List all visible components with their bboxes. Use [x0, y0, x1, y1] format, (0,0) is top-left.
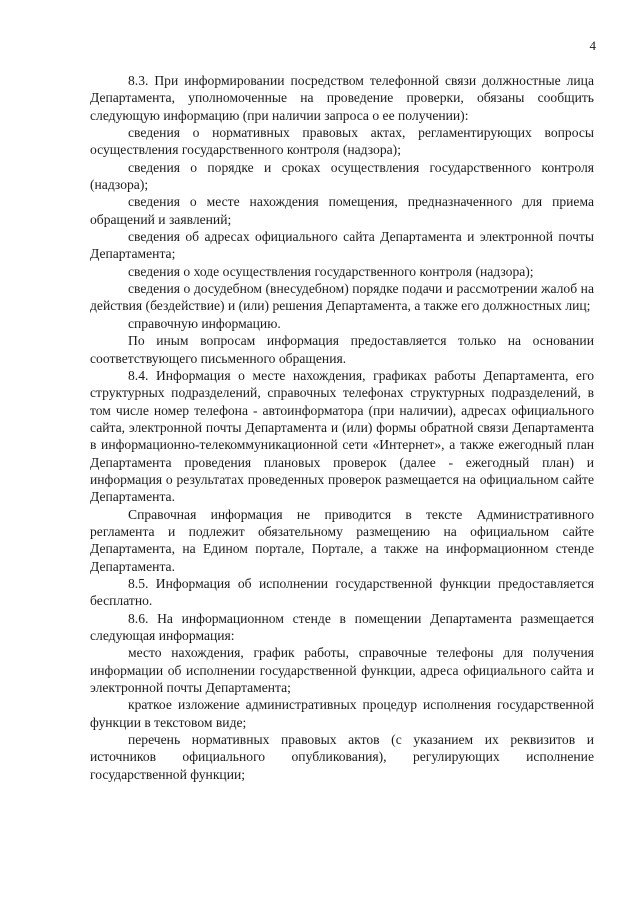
list-item-pretrial-appeal: сведения о досудебном (внесудебном) порядке подачи и рассмотрении жалоб на действия (бездействие) и (или) решения Департамента, а также его должностных лиц;: [90, 281, 594, 314]
list-item-procedure-summary: краткое изложение административных процедур исполнения государственной функции в текстовом виде;: [90, 697, 594, 730]
list-item-website-email: сведения об адресах официального сайта Департамента и электронной почты Департамента;: [90, 229, 594, 262]
document-body: [90, 72, 594, 783]
list-item-procedure-terms: сведения о порядке и сроках осуществления государственного контроля (надзора);: [90, 159, 594, 193]
page-number: 4: [589, 38, 596, 53]
paragraph-8-3-intro: 8.3. При информировании посредством телефонной связи должностные лица Департамента, уполномоченные на проведение проверки, обязаны сообщить следующую информацию (при наличии запроса о ее получении):: [90, 73, 594, 123]
paragraph-other-questions: По иным вопросам информация предоставляется только на основании соответствующего письменного обращения.: [90, 333, 594, 366]
list-item-normative-list: перечень нормативных правовых актов (с указанием их реквизитов и источников официального опубликования), регулирующих исполнение государственной функции;: [90, 732, 594, 782]
paragraph-8-4: 8.4. Информация о месте нахождения, графиках работы Департамента, его структурных подразделений, справочных телефонах структурных подразделений, в том числе номер телефона - автоинформатора (при наличии), адресах официального сайта, электронной почты Департамента и (или) формы обратной связи Департамента в информационно-телекоммуникационной сети «Интернет», а также ежегодный план Департамента проведения плановых проверок (далее - ежегодный план) и информация о результатах проведенных проверок размещается на официальном сайте Департамента.: [90, 367, 594, 505]
paragraph-reference-placement: Справочная информация не приводится в тексте Административного регламента и подлежит обязательному размещению на официальном сайте Департамента, на Едином портале, Портале, а также на информационном стенде Департамента.: [90, 506, 594, 574]
list-item-control-progress: сведения о ходе осуществления государственного контроля (надзора);: [128, 263, 534, 279]
paragraph-8-6: 8.6. На информационном стенде в помещении Департамента размещается следующая информация:: [90, 610, 594, 643]
paragraph-8-5: 8.5. Информация об исполнении государственной функции предоставляется бесплатно.: [90, 575, 594, 609]
list-item-location-schedule: место нахождения, график работы, справочные телефоны для получения информации об исполнении государственной функции, адреса официального сайта и электронной почты Департамента;: [90, 645, 594, 696]
list-item-normative-acts: сведения о нормативных правовых актах, регламентирующих вопросы осуществления государственного контроля (надзора);: [90, 125, 594, 158]
list-item-reference-info: справочную информацию.: [128, 315, 281, 331]
list-item-premises-location: сведения о месте нахождения помещения, предназначенного для приема обращений и заявлений;: [90, 194, 594, 227]
